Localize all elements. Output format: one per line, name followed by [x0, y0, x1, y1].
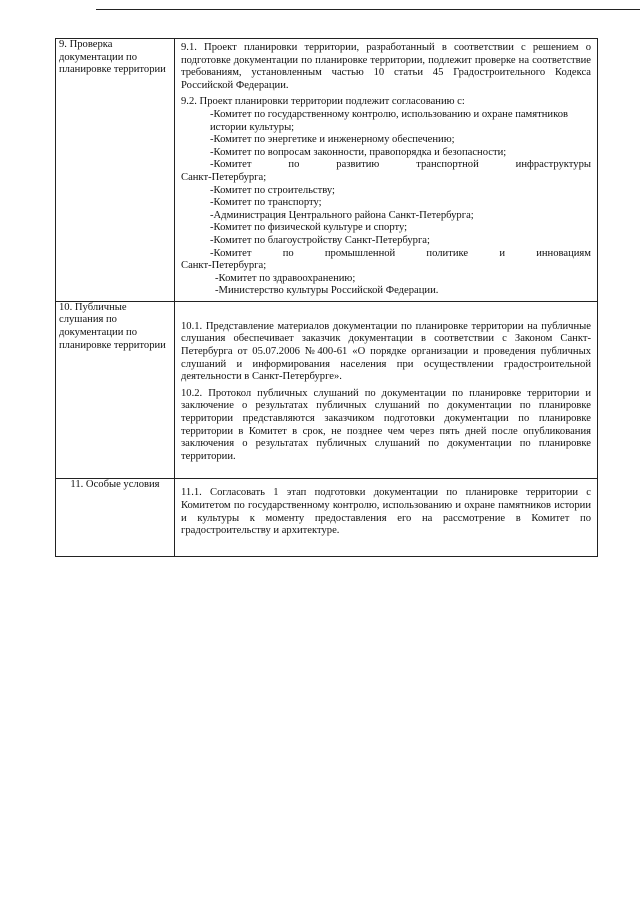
clause-9-1: 9.1. Проект планировки территории, разработанный в соответствии с решением о подготовке документации по планировке территории, подлежит проверке на соответствие требованиям, установленным частью 10 статьи 45 Градостроительного Кодекса Российской Федерации. [181, 42, 591, 91]
table-row [56, 479, 598, 556]
approver-item: -Комитет по развитию транспортной инфраструктуры [210, 159, 591, 171]
approver-item-continuation: Санкт-Петербурга; [181, 171, 267, 183]
clause-10-1: 10.1. Представление материалов документации по планировке территории на публичные слушания обеспечивает заказчик документации в соответствии с Законом Санкт-Петербурга от 05.07.2006 №400-61 «О порядке организации и проведения публичных слушаний и информирования населения при осуществлении градостроительной деятельности в Санкт-Петербурге». [181, 320, 591, 383]
row-11-label: 11. Особые условия [56, 479, 175, 556]
approver-item: -Комитет по транспорту; [210, 197, 322, 209]
approver-item: -Комитет по государственному контролю, использованию и охране памятников истории культуры; [210, 108, 569, 133]
approver-item: -Комитет по вопросам законности, правопорядка и безопасности; [210, 146, 507, 158]
row-10-content [175, 301, 598, 479]
clause-10-2: 10.2. Протокол публичных слушаний по документации по планировке территории и заключение о результатах публичных слушаний по документации по планировке территории представляются заказчиком подготовки документации по планировке территории в Комитет в срок, не позднее чем через пять дней после опубликования заключения о результатах публичных слушаний по документации по планировке территории. [181, 387, 591, 462]
approver-item: -Министерство культуры Российской Федерации. [215, 285, 439, 297]
approver-item: -Комитет по физической культуре и спорту; [210, 222, 408, 234]
row-9-content [175, 39, 598, 302]
document-table [55, 38, 598, 557]
approver-item: -Администрация Центрального района Санкт-Петербурга; [210, 209, 474, 221]
approver-item: -Комитет по благоустройству Санкт-Петербурга; [210, 234, 430, 246]
clause-11-1: 11.1. Согласовать 1 этап подготовки документации по планировке территории с Комитетом по государственному контролю, использованию и охране памятников истории и культуры к моменту предоставления его на рассмотрение в Комитет по градостроительству и архитектуре. [181, 487, 591, 537]
row-10-label: 10. Публичные слушания по документации по планировке территории [56, 301, 175, 479]
approver-item: -Комитет по строительству; [210, 184, 336, 196]
approver-item-continuation: Санкт-Петербурга; [181, 260, 267, 272]
table-row [56, 301, 598, 479]
clause-9-2-intro: 9.2. Проект планировки территории подлежит согласованию с: [181, 96, 465, 108]
top-rule [96, 9, 640, 10]
approver-item: -Комитет по здравоохранению; [215, 272, 356, 284]
row-9-label: 9. Проверка документации по планировке территории [56, 39, 175, 302]
row-11-content [175, 479, 598, 556]
table-row [56, 39, 598, 302]
approver-item: -Комитет по промышленной политике и инновациям [210, 247, 591, 259]
approver-item: -Комитет по энергетике и инженерному обеспечению; [210, 134, 455, 146]
